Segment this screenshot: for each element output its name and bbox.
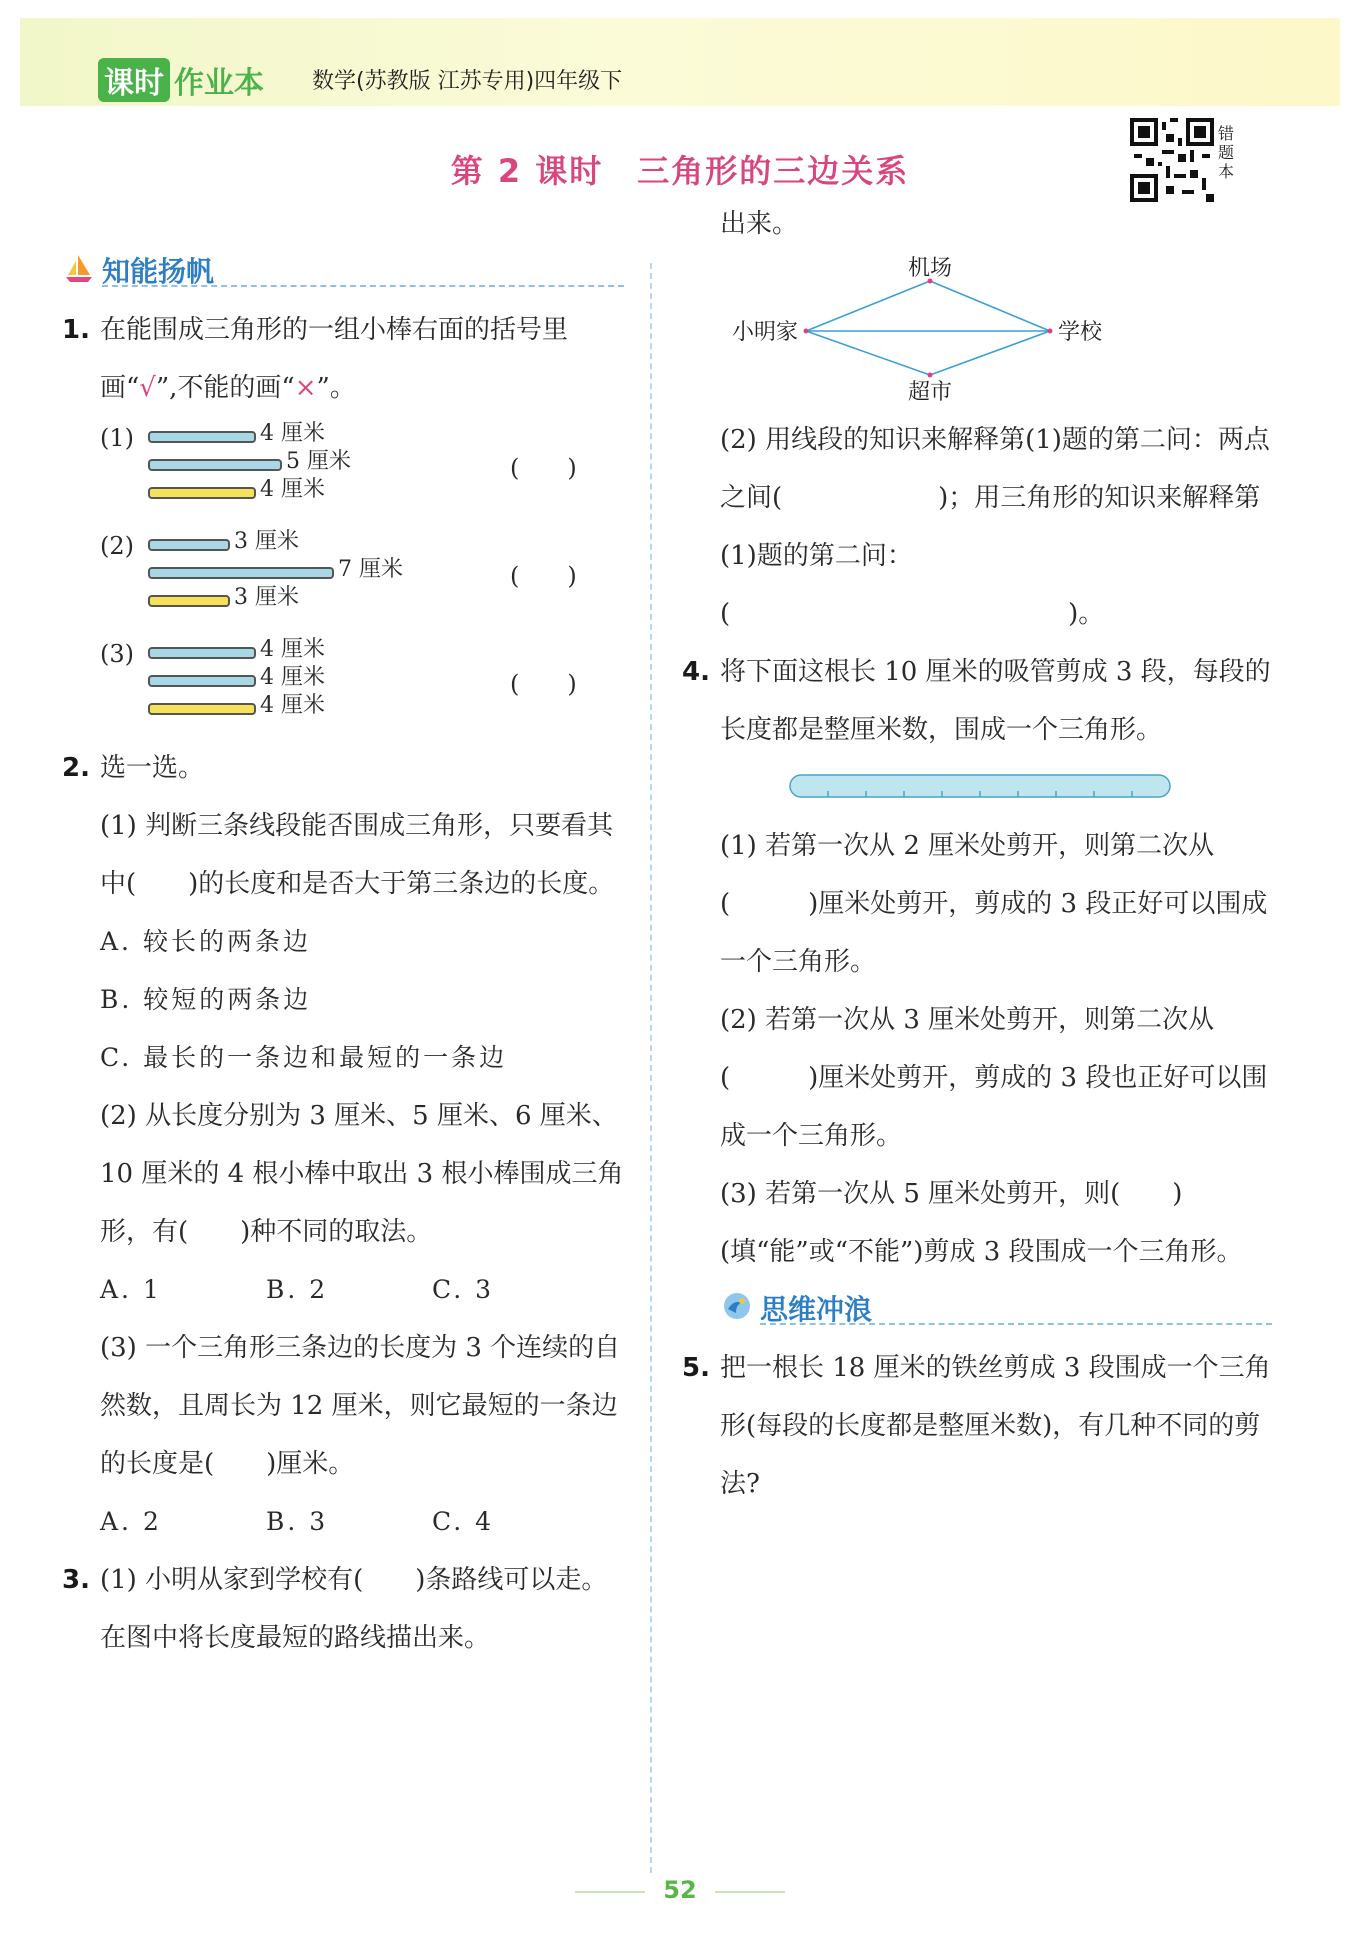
question-number: 3. <box>62 1565 90 1595</box>
lesson-title: 第 2 课时 三角形的三边关系 <box>450 152 910 190</box>
subquestion-text: (3) 若第一次从 5 厘米处剪开，则( )(填“能”或“不能”)剪成 3 段围成一个三角形。 <box>720 1179 1243 1267</box>
stick-length: 7 厘米 <box>338 557 403 582</box>
node-airport: 机场 <box>907 256 953 281</box>
stick <box>148 595 230 607</box>
stick-length: 4 厘米 <box>260 477 325 502</box>
left-column <box>62 243 632 1667</box>
group-label: (3) <box>100 640 134 668</box>
stick-length: 4 厘米 <box>260 421 325 446</box>
question-text: 将下面这根长 10 厘米的吸管剪成 3 段，每段的长度都是整厘米数，围成一个三角形。 <box>720 657 1271 745</box>
stick-length: 5 厘米 <box>286 449 351 474</box>
route-diagram <box>720 253 1280 403</box>
stick-length: 3 厘米 <box>234 529 299 554</box>
qr-icon <box>1130 118 1214 202</box>
stick-length: 4 厘米 <box>260 693 325 718</box>
stick-group <box>100 639 632 735</box>
question-5 <box>682 1339 1280 1513</box>
qr-label: 错题本 <box>1218 124 1235 181</box>
question-4 <box>682 643 1280 1281</box>
options-row: A. 1 B. 2 C. 3 <box>100 1275 495 1304</box>
option-a: A. 较长的两条边 <box>100 927 311 956</box>
stick-length: 4 厘米 <box>260 637 325 662</box>
question-text: 选一选。 <box>100 753 205 783</box>
group-label: (1) <box>100 424 134 452</box>
question-text: 在能围成三角形的一组小棒右面的括号里画“√”,不能的画“×”。 <box>100 315 569 403</box>
stick-groups <box>62 423 632 735</box>
node-home: 小明家 <box>731 320 798 345</box>
question-1 <box>62 301 632 735</box>
stick <box>148 487 256 499</box>
question-text: 把一根长 18 厘米的铁丝剪成 3 段围成一个三角形(每段的长度都是整厘米数)，有几种不同的剪法? <box>720 1353 1271 1499</box>
question-3 <box>62 1551 632 1667</box>
subquestion-text: (1) 判断三条线段能否围成三角形，只要看其中( )的长度和是否大于第三条边的长度。 <box>100 811 615 899</box>
stick-length: 4 厘米 <box>260 665 325 690</box>
subquestion-text: (2) 用线段的知识来解释第(1)题的第二问：两点之间( )；用三角形的知识来解释第(1)题的第二问：( )。 <box>720 425 1270 629</box>
answer-blank[interactable]: ( ) <box>510 562 577 590</box>
footer-rule <box>715 1891 785 1893</box>
check-mark: √ <box>139 373 156 403</box>
answer-blank[interactable]: ( ) <box>510 670 577 698</box>
cross-mark: × <box>294 373 317 403</box>
options-row: A. 2 B. 3 C. 4 <box>100 1507 495 1536</box>
stick <box>148 647 256 659</box>
stick-group <box>100 531 632 627</box>
group-label: (2) <box>100 532 134 560</box>
section-underline <box>760 1323 1272 1325</box>
section-header <box>720 1281 1280 1339</box>
answer-blank[interactable]: ( ) <box>510 454 577 482</box>
section-header <box>62 243 632 301</box>
option-c: C. 最长的一条边和最短的一条边 <box>100 1043 508 1072</box>
question-number: 4. <box>682 657 710 687</box>
stick <box>148 539 230 551</box>
subquestion-text: (2) 从长度分别为 3 厘米、5 厘米、6 厘米、10 厘米的 4 根小棒中取出 3 根小棒围成三角形，有( )种不同的取法。 <box>100 1101 624 1247</box>
node-supermarket: 超市 <box>907 380 953 403</box>
stick <box>148 431 256 443</box>
stick <box>148 703 256 715</box>
node-school: 学校 <box>1058 320 1103 345</box>
section-title: 思维冲浪 <box>760 1293 873 1326</box>
subquestion-text: (3) 一个三角形三条边的长度为 3 个连续的自然数，且周长为 12 厘米，则它最短的一条边的长度是( )厘米。 <box>100 1333 621 1479</box>
question-number: 2. <box>62 753 90 783</box>
straw-figure <box>720 759 1280 817</box>
option-b: B. 较短的两条边 <box>100 985 312 1014</box>
stick <box>148 675 256 687</box>
column-divider <box>650 263 652 1873</box>
sailboat-icon <box>64 253 94 283</box>
page-number: 52 <box>663 1876 697 1904</box>
subquestion-text: (1) 若第一次从 2 厘米处剪开，则第二次从( )厘米处剪开，剪成的 3 段正好可以围成一个三角形。 <box>720 831 1268 977</box>
stick-group <box>100 423 632 519</box>
question-2 <box>62 739 632 1551</box>
section-underline <box>102 285 624 287</box>
subquestion-text: (1) 小明从家到学校有( )条路线可以走。在图中将长度最短的路线描出来。 <box>100 1565 608 1653</box>
question-number: 1. <box>62 315 90 345</box>
right-column <box>682 209 1280 1513</box>
brand-logo <box>98 58 264 102</box>
question-number: 5. <box>682 1353 710 1383</box>
subquestion-text: (2) 若第一次从 3 厘米处剪开，则第二次从( )厘米处剪开，剪成的 3 段也正好可以围成一个三角形。 <box>720 1005 1268 1151</box>
straw <box>720 759 1280 817</box>
worksheet-page <box>20 18 1340 1924</box>
brand-text: 作业本 <box>174 66 264 101</box>
stick-length: 3 厘米 <box>234 585 299 610</box>
brand-box: 课时 <box>98 58 170 102</box>
book-subtitle: 数学(苏教版 江苏专用)四年级下 <box>312 69 623 94</box>
question-3-continued: 出来。 <box>720 209 799 239</box>
section-title: 知能扬帆 <box>102 255 215 288</box>
stick <box>148 567 334 579</box>
wave-icon <box>722 1291 752 1321</box>
stick <box>148 459 282 471</box>
